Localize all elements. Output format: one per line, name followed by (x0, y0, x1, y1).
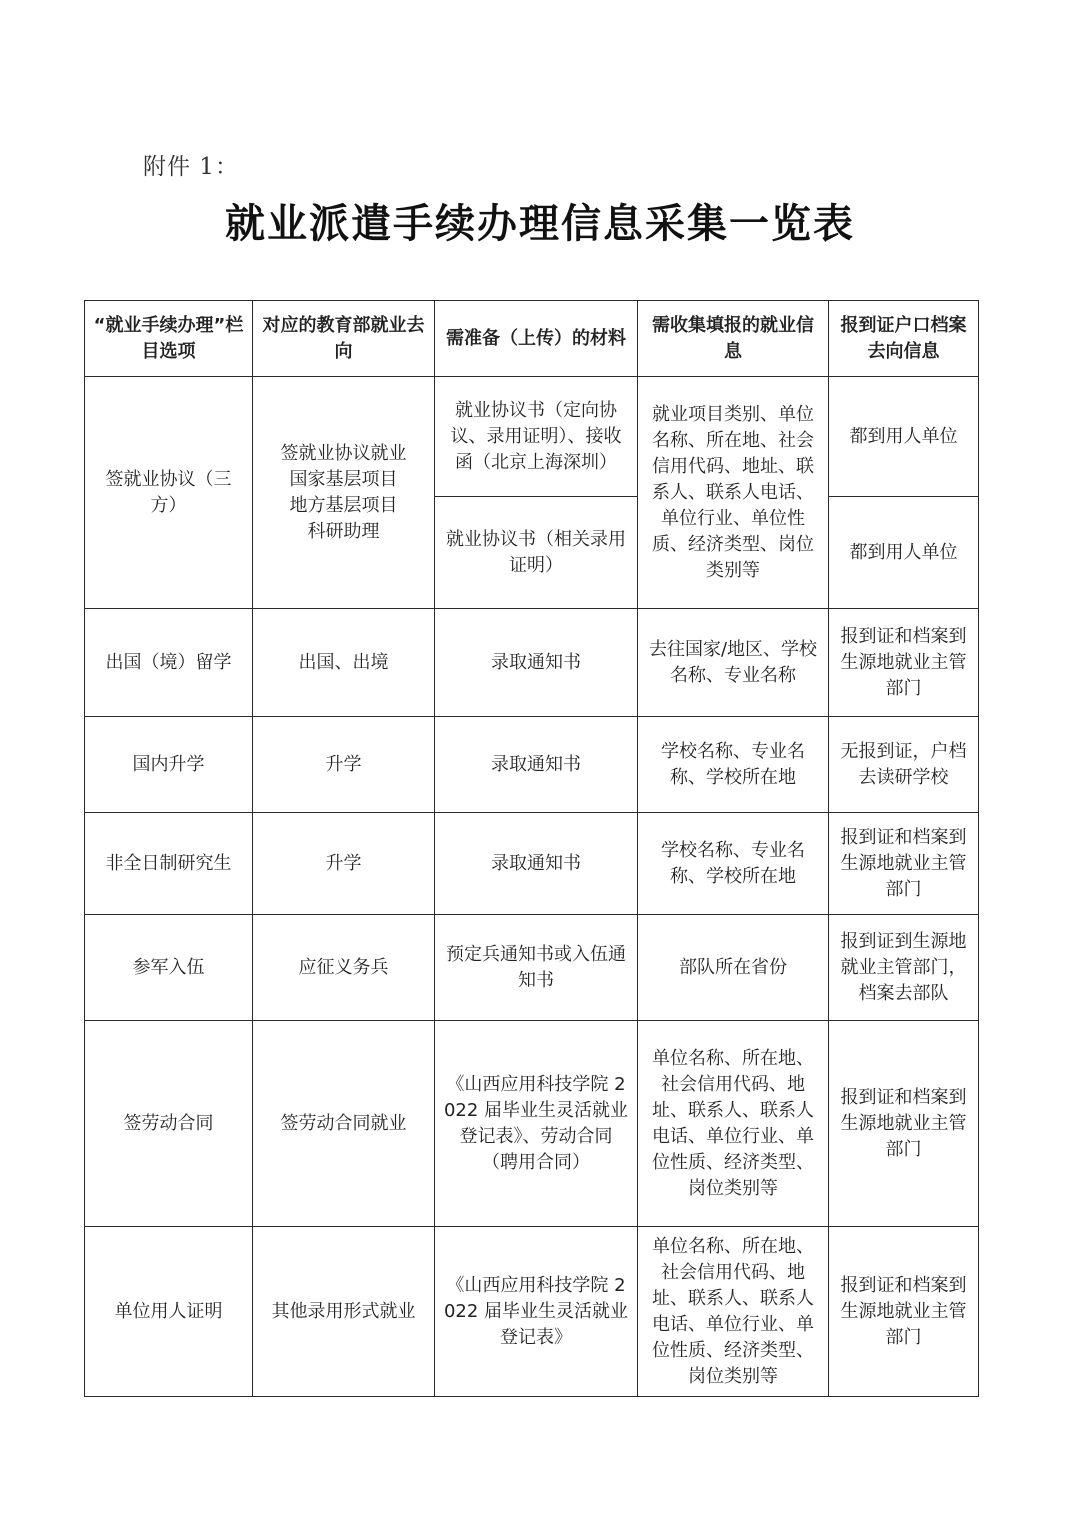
cell-info: 学校名称、专业名称、学校所在地 (638, 717, 829, 813)
cell-materials: 《山西应用科技学院 2022 届毕业生灵活就业登记表》、劳动合同（聘用合同） (435, 1021, 638, 1227)
table-row (85, 813, 979, 915)
cell-archive: 无报到证，户档去读研学校 (829, 717, 979, 813)
cell-materials: 就业协议书（相关录用证明） (435, 497, 638, 609)
cell-info: 单位名称、所在地、社会信用代码、地址、联系人、联系人电话、单位行业、单位性质、经济类型、岗位类别等 (638, 1227, 829, 1397)
cell-archive: 报到证到生源地就业主管部门，档案去部队 (829, 915, 979, 1021)
cell-destination: 出国、出境 (253, 609, 435, 717)
cell-info: 部队所在省份 (638, 915, 829, 1021)
cell-info: 学校名称、专业名称、学校所在地 (638, 813, 829, 915)
cell-archive: 都到用人单位 (829, 377, 979, 497)
cell-archive: 报到证和档案到生源地就业主管部门 (829, 609, 979, 717)
cell-materials: 录取通知书 (435, 717, 638, 813)
info-table (84, 300, 979, 1397)
header-archive: 报到证户口档案去向信息 (829, 301, 979, 377)
table-row (85, 377, 979, 497)
header-option: “就业手续办理”栏目选项 (85, 301, 253, 377)
cell-destination: 升学 (253, 813, 435, 915)
cell-option: 单位用人证明 (85, 1227, 253, 1397)
table-row (85, 1021, 979, 1227)
cell-option: 出国（境）留学 (85, 609, 253, 717)
table-row (85, 717, 979, 813)
cell-materials: 预定兵通知书或入伍通知书 (435, 915, 638, 1021)
cell-archive: 报到证和档案到生源地就业主管部门 (829, 1021, 979, 1227)
cell-archive: 报到证和档案到生源地就业主管部门 (829, 1227, 979, 1397)
table-row (85, 1227, 979, 1397)
cell-archive: 都到用人单位 (829, 497, 979, 609)
cell-destination: 升学 (253, 717, 435, 813)
cell-option: 非全日制研究生 (85, 813, 253, 915)
cell-destination: 应征义务兵 (253, 915, 435, 1021)
cell-destination: 签就业协议就业 国家基层项目 地方基层项目 科研助理 (253, 377, 435, 609)
cell-option: 签就业协议（三方） (85, 377, 253, 609)
table-header-row (85, 301, 979, 377)
table-row (85, 609, 979, 717)
cell-option: 参军入伍 (85, 915, 253, 1021)
cell-materials: 录取通知书 (435, 609, 638, 717)
header-destination: 对应的教育部就业去向 (253, 301, 435, 377)
cell-archive: 报到证和档案到生源地就业主管部门 (829, 813, 979, 915)
cell-destination: 签劳动合同就业 (253, 1021, 435, 1227)
cell-option: 国内升学 (85, 717, 253, 813)
page-title: 就业派遣手续办理信息采集一览表 (225, 200, 855, 247)
attachment-label: 附件 1： (143, 154, 239, 180)
table-row (85, 915, 979, 1021)
cell-materials: 录取通知书 (435, 813, 638, 915)
cell-materials: 就业协议书（定向协议、录用证明）、接收函（北京上海深圳） (435, 377, 638, 497)
header-info: 需收集填报的就业信息 (638, 301, 829, 377)
cell-option: 签劳动合同 (85, 1021, 253, 1227)
cell-info: 就业项目类别、单位名称、所在地、社会信用代码、地址、联系人、联系人电话、单位行业、单位性质、经济类型、岗位类别等 (638, 377, 829, 609)
cell-materials: 《山西应用科技学院 2022 届毕业生灵活就业登记表》 (435, 1227, 638, 1397)
cell-info: 去往国家/地区、学校名称、专业名称 (638, 609, 829, 717)
cell-info: 单位名称、所在地、社会信用代码、地址、联系人、联系人电话、单位行业、单位性质、经济类型、岗位类别等 (638, 1021, 829, 1227)
cell-destination: 其他录用形式就业 (253, 1227, 435, 1397)
header-materials: 需准备（上传）的材料 (435, 301, 638, 377)
